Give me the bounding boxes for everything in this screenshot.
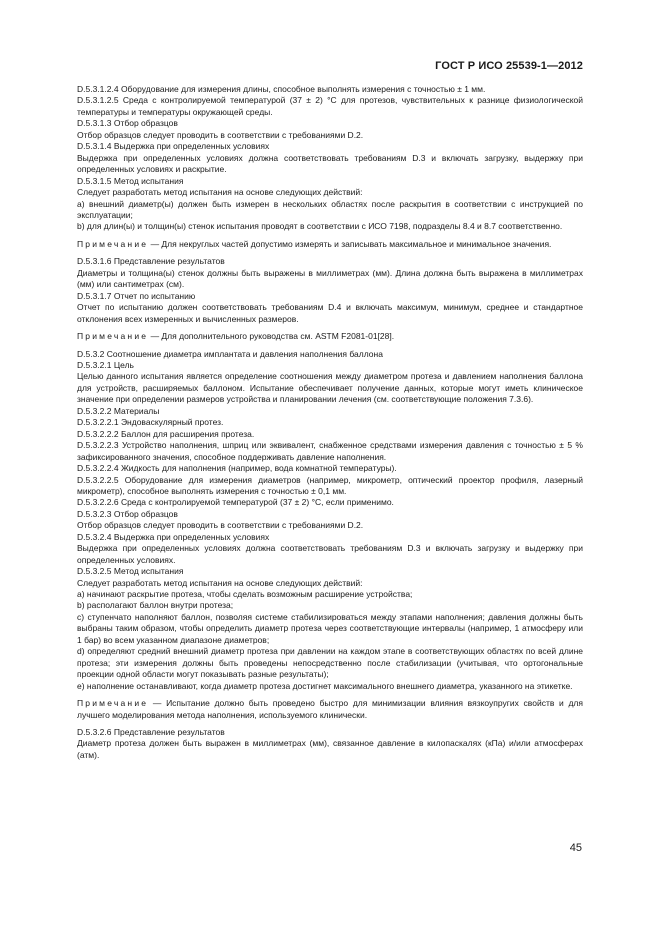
note-label: Примечание bbox=[77, 238, 149, 249]
paragraph: Целью данного испытания является определение соотношения между диаметром протеза и давлением наполнения баллона для устройств, расширяемых баллоном. Испытание обеспечивает получение данных, которые могут иметь клиническое значение при определении размеров устройства и планировании лечения (см. соответствующие положения 7.3.6). bbox=[77, 371, 583, 405]
page-number: 45 bbox=[569, 842, 582, 854]
section-heading: D.5.3.2.4 Выдержка при определенных условиях bbox=[77, 531, 270, 542]
paragraph: Отбор образцов следует проводить в соответствии с требованиями D.2. bbox=[77, 520, 364, 531]
paragraph: Диаметры и толщина(ы) стенок должны быть выражены в миллиметрах (мм). Длина должна быть выражена в миллиметрах (мм) или сантиметрах (см). bbox=[77, 267, 583, 290]
paragraph: Диаметр протеза должен быть выражен в миллиметрах (мм), связанное давление в килопаскалях (кПа) и/или атмосферах (атм). bbox=[77, 738, 583, 760]
section-heading: D.5.3.2.3 Отбор образцов bbox=[77, 508, 178, 519]
section-heading: D.5.3.1.3 Отбор образцов bbox=[77, 118, 178, 129]
paragraph: Отбор образцов следует проводить в соответствии с требованиями D.2. bbox=[77, 129, 364, 140]
paragraph: Следует разработать метод испытания на основе следующих действий: bbox=[77, 577, 363, 588]
section-heading: D.5.3.2.6 Представление результатов bbox=[77, 727, 225, 738]
paragraph: Выдержка при определенных условиях должна соответствовать требованиям D.3 и включать загрузку, выдержку при определенных условиях и раскрытие. bbox=[77, 152, 583, 175]
paragraph: D.5.3.2.2.3 Устройство наполнения, шприц или эквивалент, снабженное средствами измерения давления с точностью ± 5 % зафиксированного значения, способное поддерживать давление наполнения. bbox=[77, 440, 583, 462]
paragraph: Следует разработать метод испытания на основе следующих действий: bbox=[77, 187, 363, 198]
list-item: a) начинают раскрытие протеза, чтобы сделать возможным расширение устройства; bbox=[77, 589, 413, 600]
list-item: b) для длин(ы) и толщин(ы) стенок испытания проводят в соответствии с ИСО 7198, подразделы 8.4 и 8.7 соответственно. bbox=[77, 221, 563, 232]
paragraph: D.5.3.1.2.4 Оборудование для измерения длины, способное выполнять измерения с точностью ± 1 мм. bbox=[77, 84, 486, 94]
note-label: Примечание bbox=[77, 698, 149, 709]
section-heading: D.5.3.1.7 Отчет по испытанию bbox=[77, 290, 196, 301]
note-text: — Для некруглых частей допустимо измерять и записывать максимальное и минимальное значения. bbox=[148, 238, 552, 249]
note-text: — Для дополнительного руководства см. ASTM F2081-01[28]. bbox=[148, 331, 395, 342]
paragraph: D.5.3.1.2.5 Среда с контролируемой температурой (37 ± 2) °С для протезов, чувствительных к разнице физиологической температуры и температуры окружающей среды. bbox=[77, 95, 583, 117]
section-heading: D.5.3.2 Соотношение диаметра имплантата и давления наполнения баллона bbox=[77, 348, 383, 359]
list-item: a) внешний диаметр(ы) должен быть измерен в нескольких областях после раскрытия в соответствии с инструкцией по эксплуатации; bbox=[77, 198, 583, 220]
paragraph: D.5.3.2.2.5 Оборудование для измерения диаметров (например, микрометр, оптический проектор профиля, лазерный микрометр), способное выполнять измерения с точностью ± 0,1 мм. bbox=[77, 474, 583, 496]
note-text: — Испытание должно быть проведено быстро для минимизации влияния вязкоупругих свойств и для лучшего моделирования метода наполнения, используемого клинически. bbox=[77, 698, 583, 720]
paragraph: D.5.3.2.2.1 Эндоваскулярный протез. bbox=[77, 417, 224, 428]
list-item: e) наполнение останавливают, когда диаметр протеза достигнет максимального внешнего диаметра, указанного на этикетке. bbox=[77, 680, 573, 691]
note-paragraph bbox=[77, 239, 583, 250]
standard-header: ГОСТ Р ИСО 25539-1—2012 bbox=[435, 60, 583, 72]
section-heading: D.5.3.1.5 Метод испытания bbox=[77, 175, 184, 186]
paragraph: Выдержка при определенных условиях должна соответствовать требованиям D.3 и включать загрузку и выдержку при определенных условиях. bbox=[77, 543, 583, 565]
section-heading: D.5.3.2.1 Цель bbox=[77, 359, 134, 370]
note-paragraph bbox=[77, 331, 583, 342]
list-item: c) ступенчато наполняют баллон, позволяя системе стабилизироваться между этапами наполнения; давления должны быть выбраны таким образом, чтобы определить диаметр протеза через соответствующие интервалы (например, 1 атмосферу или 1 бар) во всем указанном диапазоне диаметров; bbox=[77, 611, 583, 645]
section-heading: D.5.3.1.4 Выдержка при определенных условиях bbox=[77, 141, 270, 152]
note-label: Примечание bbox=[77, 331, 149, 342]
note-paragraph bbox=[77, 698, 583, 721]
list-item: b) располагают баллон внутри протеза; bbox=[77, 600, 234, 611]
paragraph: D.5.3.2.2.4 Жидкость для наполнения (например, вода комнатной температуры). bbox=[77, 463, 397, 474]
paragraph: D.5.3.2.2.6 Среда с контролируемой температурой (37 ± 2) °С, если применимо. bbox=[77, 497, 394, 508]
section-heading: D.5.3.1.6 Представление результатов bbox=[77, 256, 225, 267]
section-heading: D.5.3.2.5 Метод испытания bbox=[77, 566, 184, 577]
paragraph: Отчет по испытанию должен соответствовать требованиям D.4 и включать максимум, минимум, среднее и стандартное отклонения всех измеренных и вычисленных размеров. bbox=[77, 302, 583, 324]
list-item: d) определяют средний внешний диаметр протеза при давлении на каждом этапе в соответствующих областях по всей длине протеза; эти измерения должны быть проведены непосредственно после стабилизации (учитывая, что ортогональные проекции одной области могут показывать разные результаты); bbox=[77, 646, 583, 680]
document-body bbox=[77, 84, 583, 761]
paragraph: D.5.3.2.2.2 Баллон для расширения протеза. bbox=[77, 428, 255, 439]
section-heading: D.5.3.2.2 Материалы bbox=[77, 405, 160, 416]
